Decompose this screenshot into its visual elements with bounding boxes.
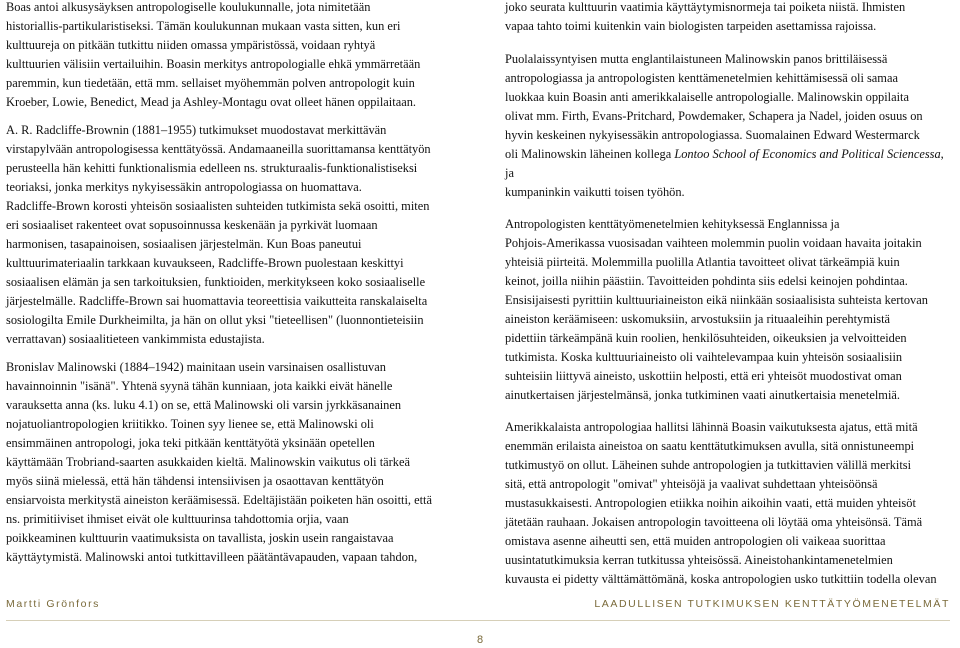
text-line: olivat mm. Firth, Evans-Pritchard, Powdemaker, Schapera ja Nadel, joiden osuus on	[505, 109, 923, 123]
text-line: Ensisijaisesti pyrittiin kulttuuriaineiston eikä niinkään sosiaalisista suhteista kertovan	[505, 293, 928, 307]
text-line: luokkaa kuin Boasin anti amerikkalaiselle antropologialle. Malinowskin oppilaita	[505, 90, 909, 104]
text-line: poikkeaminen kulttuurin vaatimuksista on tavallista, joskin usein rangaistavaa	[6, 531, 394, 545]
text-line: Kroeber, Lowie, Benedict, Mead ja Ashley-Montagu ovat olleet hänen oppilaitaan.	[6, 95, 416, 109]
kollega-post: , ja	[505, 147, 944, 180]
paragraph-field-methods	[505, 215, 953, 405]
text-line: myös siinä mielessä, että hän tähdensi intensiivisen ja osaottavan kenttätyön	[6, 474, 384, 488]
text-line: käyttämään Trobriand-saarten asukkaiden kieltä. Malinowskin vaikutus oli tärkeä	[6, 455, 410, 469]
text-line: hyvin keskeinen nykyisessäkin antropologiassa. Suomalainen Edward Westermarck	[505, 128, 920, 142]
left-column	[6, 0, 444, 567]
text-line: tutkimista. Koska kulttuuriaineisto oli vaihtelevampaa kuin yhteisön sosiaalisiin	[505, 350, 903, 364]
text-line: Bronislav Malinowski (1884–1942) mainitaan usein varsinaisen osallistuvan	[6, 360, 386, 374]
text-line: tutkimustyö on ollut. Läheinen suhde antropologien ja tutkittavien välillä merkitsi	[505, 458, 912, 472]
text-line: A. R. Radcliffe-Brownin (1881–1955) tutkimukset muodostavat merkittävän	[6, 123, 387, 137]
text-line: yhteisiä piirteitä. Molemmilla puolilla Atlantia tavoitteet olivat tärkeämpiä kuin	[505, 255, 900, 269]
text-line: Antropologisten kenttätyömenetelmien kehityksessä Englannissa ja	[505, 217, 840, 231]
text-line: aineiston keräämiseen: uskomuksiin, arvostuksiin ja rituaaleihin perehtymistä	[505, 312, 891, 326]
footer-author: Martti Grönfors	[6, 598, 101, 610]
text-line: verrattavan) sosiaalitieteen vankimmista edustajista.	[6, 332, 265, 346]
footer-book-title: LAADULLISEN TUTKIMUKSEN KENTTÄTYÖMENETELMÄT	[594, 598, 950, 610]
text-line: antropologiassa ja antropologisten kenttämenetelmien kehittämisessä oli samaa	[505, 71, 898, 85]
text-line: sosiaalisen elämän ja sen tarkoituksien, funktioiden, merkitykseen koko sosiaaliselle	[6, 275, 426, 289]
paragraph-malinowski-british	[505, 50, 953, 202]
text-line: Pohjois-Amerikassa vuosisadan vaihteen molemmin puolin voidaan havaita joitakin	[505, 236, 922, 250]
text-line: omistava asenne aiheutti sen, että muiden antropologien oli vaikeaa suorittaa	[505, 534, 886, 548]
text-line: kulttuurien välisiin vertailuihin. Boasin merkitys antropologialle ehkä ymmärretään	[6, 57, 421, 71]
text-line: Radcliffe-Brown korosti yhteisön sosiaalisten suhteiden tutkimista sekä osoitti, miten	[6, 199, 430, 213]
text-line: virstapylvään antropologisessa kenttätyössä. Andamaaneilla suorittamansa kenttätyön	[6, 142, 431, 156]
text-line: uusintatutkimuksia kerran tutkitussa yhteisössä. Aineistohankintamenetelmien	[505, 553, 893, 567]
text-line: sitä, että antropologit "omivat" yhteisöjä ja vaalivat suhdettaan yhteisöönsä	[505, 477, 878, 491]
footer-divider	[6, 620, 950, 621]
text-line: varauksetta anna (ks. luku 4.1) on se, että Malinowski oli varsin jyrkkäsanainen	[6, 398, 402, 412]
school-name: Lontoo School of Economics and Political Sciencessa	[674, 147, 941, 161]
kollega-text: oli Malinowskin läheinen kollega	[505, 147, 675, 161]
text-line: pidettiin tärkeämpänä kuin roolien, henkilösuhteiden, oikeuksien ja velvoitteiden	[505, 331, 907, 345]
text-line: järjestelmälle. Radcliffe-Brown sai huomattavia teoreettisia vaikutteita ranskalaiselta	[6, 294, 428, 308]
text-line: kulttuureja on pitkään tutkittu niiden omassa ympäristössä, voidaan ryhtyä	[6, 38, 376, 52]
paragraph-boas	[6, 0, 444, 112]
text-line: teoriaksi, jonka merkitys nykyisessäkin antropologiassa on huomattava.	[6, 180, 362, 194]
right-column	[505, 0, 953, 602]
text-line: vapaa tahto toimi kuitenkin vain biologisten tarpeiden asettamissa rajoissa.	[505, 19, 877, 33]
text-line: ns. primitiiviset ihmiset eivät ole kulttuurinsa tahdottomia orjia, vaan	[6, 512, 349, 526]
text-line: sosiologilta Emile Durkheimilta, ja hän on ollut yksi "tieteellisen" (luonnontieteisiin	[6, 313, 424, 327]
paragraph-malinowski	[6, 358, 444, 567]
page-number: 8	[476, 634, 484, 646]
text-line: Boas antoi alkusysäyksen antropologiselle koulukunnalle, jota nimitetään	[6, 0, 371, 14]
text-line: käyttäytymistä. Malinowski antoi tutkittavilleen päätäntävapauden, vapaan tahdon,	[6, 550, 418, 564]
paragraph-radcliffe-brown	[6, 121, 444, 349]
text-line: paremmin, kun tiedetään, että mm. sellaiset myöhemmän polven antropologit kuin	[6, 76, 415, 90]
text-line: kuvausta ei pidetty välttämättömänä, koska antropologien usko tutkittiin todella olevan	[505, 572, 937, 586]
kollega-last-line: kumpaninkin vaikutti toisen työhön.	[505, 185, 685, 199]
text-line: mustasukkaisesti. Antropologien etiikka noihin aikoihin vaati, että muiden yhteisöt	[505, 496, 916, 510]
text-line: harmonisen, tasapainoisen, sosiaalisen järjestelmän. Kun Boas paneutui	[6, 237, 362, 251]
text-line: keinot, joilla niihin päästiin. Tavoitteiden pohdinta siis edelsi keinojen pohdintaa.	[505, 274, 908, 288]
text-line: ainutkertaisen järjestelmänsä, jonka tutkiminen vaati ainutkertaisia menetelmiä.	[505, 388, 900, 402]
text-line: eri sosiaaliset rakenteet ovat sopusoinnussa keskenään ja pyrkivät luomaan	[6, 218, 378, 232]
text-line: nojatuoliantropologien kriitikko. Toinen syy lienee se, että Malinowski oli	[6, 417, 374, 431]
text-line: suhteisiin liittyvä aineisto, uskottiin helposti, että eri yhteisöt muodostivat oman	[505, 369, 902, 383]
text-line: perusteella hän kehitti funktionalismia edelleen ns. strukturaalis-funktionalistiseksi	[6, 161, 418, 175]
text-line: ensiarvoista merkitystä aineiston keräämisessä. Edeltäjistään poiketen hän osoitti, että	[6, 493, 432, 507]
text-line: jätetään rauhaan. Jokaisen antropologin tavoitteena oli löytää oma yhteisönsä. Tämä	[505, 515, 923, 529]
text-line: enemmän erilaista aineistoa on saatu kenttätutkimuksen avulla, sitä onnistuneempi	[505, 439, 915, 453]
text-line: kulttuurimateriaalin tarkkaan kuvaukseen, Radcliffe-Brown puolestaan keskittyi	[6, 256, 404, 270]
paragraph-free-will	[505, 0, 953, 36]
paragraph-malinowski-british-lines	[505, 52, 923, 142]
text-line: Puolalaissyntyisen mutta englantilaistuneen Malinowskin panos brittiläisessä	[505, 52, 888, 66]
text-line: havainnoinnin "isänä". Yhtenä syynä tähän kunniaan, jota kaikki eivät hänelle	[6, 379, 393, 393]
text-line: Amerikkalaista antropologiaa hallitsi lähinnä Boasin vaikutuksesta ajatus, että mitä	[505, 420, 918, 434]
text-line: ensimmäinen antropologi, joka teki pitkään kenttätyötä yksinään opetellen	[6, 436, 375, 450]
paragraph-american-anthropology	[505, 418, 953, 589]
text-line: historiallis-partikularistiseksi. Tämän koulukunnan mukaan vasta sitten, kun eri	[6, 19, 401, 33]
text-line: joko seurata kulttuurin vaatimia käyttäytymisnormeja tai poiketa niistä. Ihmisten	[505, 0, 906, 14]
